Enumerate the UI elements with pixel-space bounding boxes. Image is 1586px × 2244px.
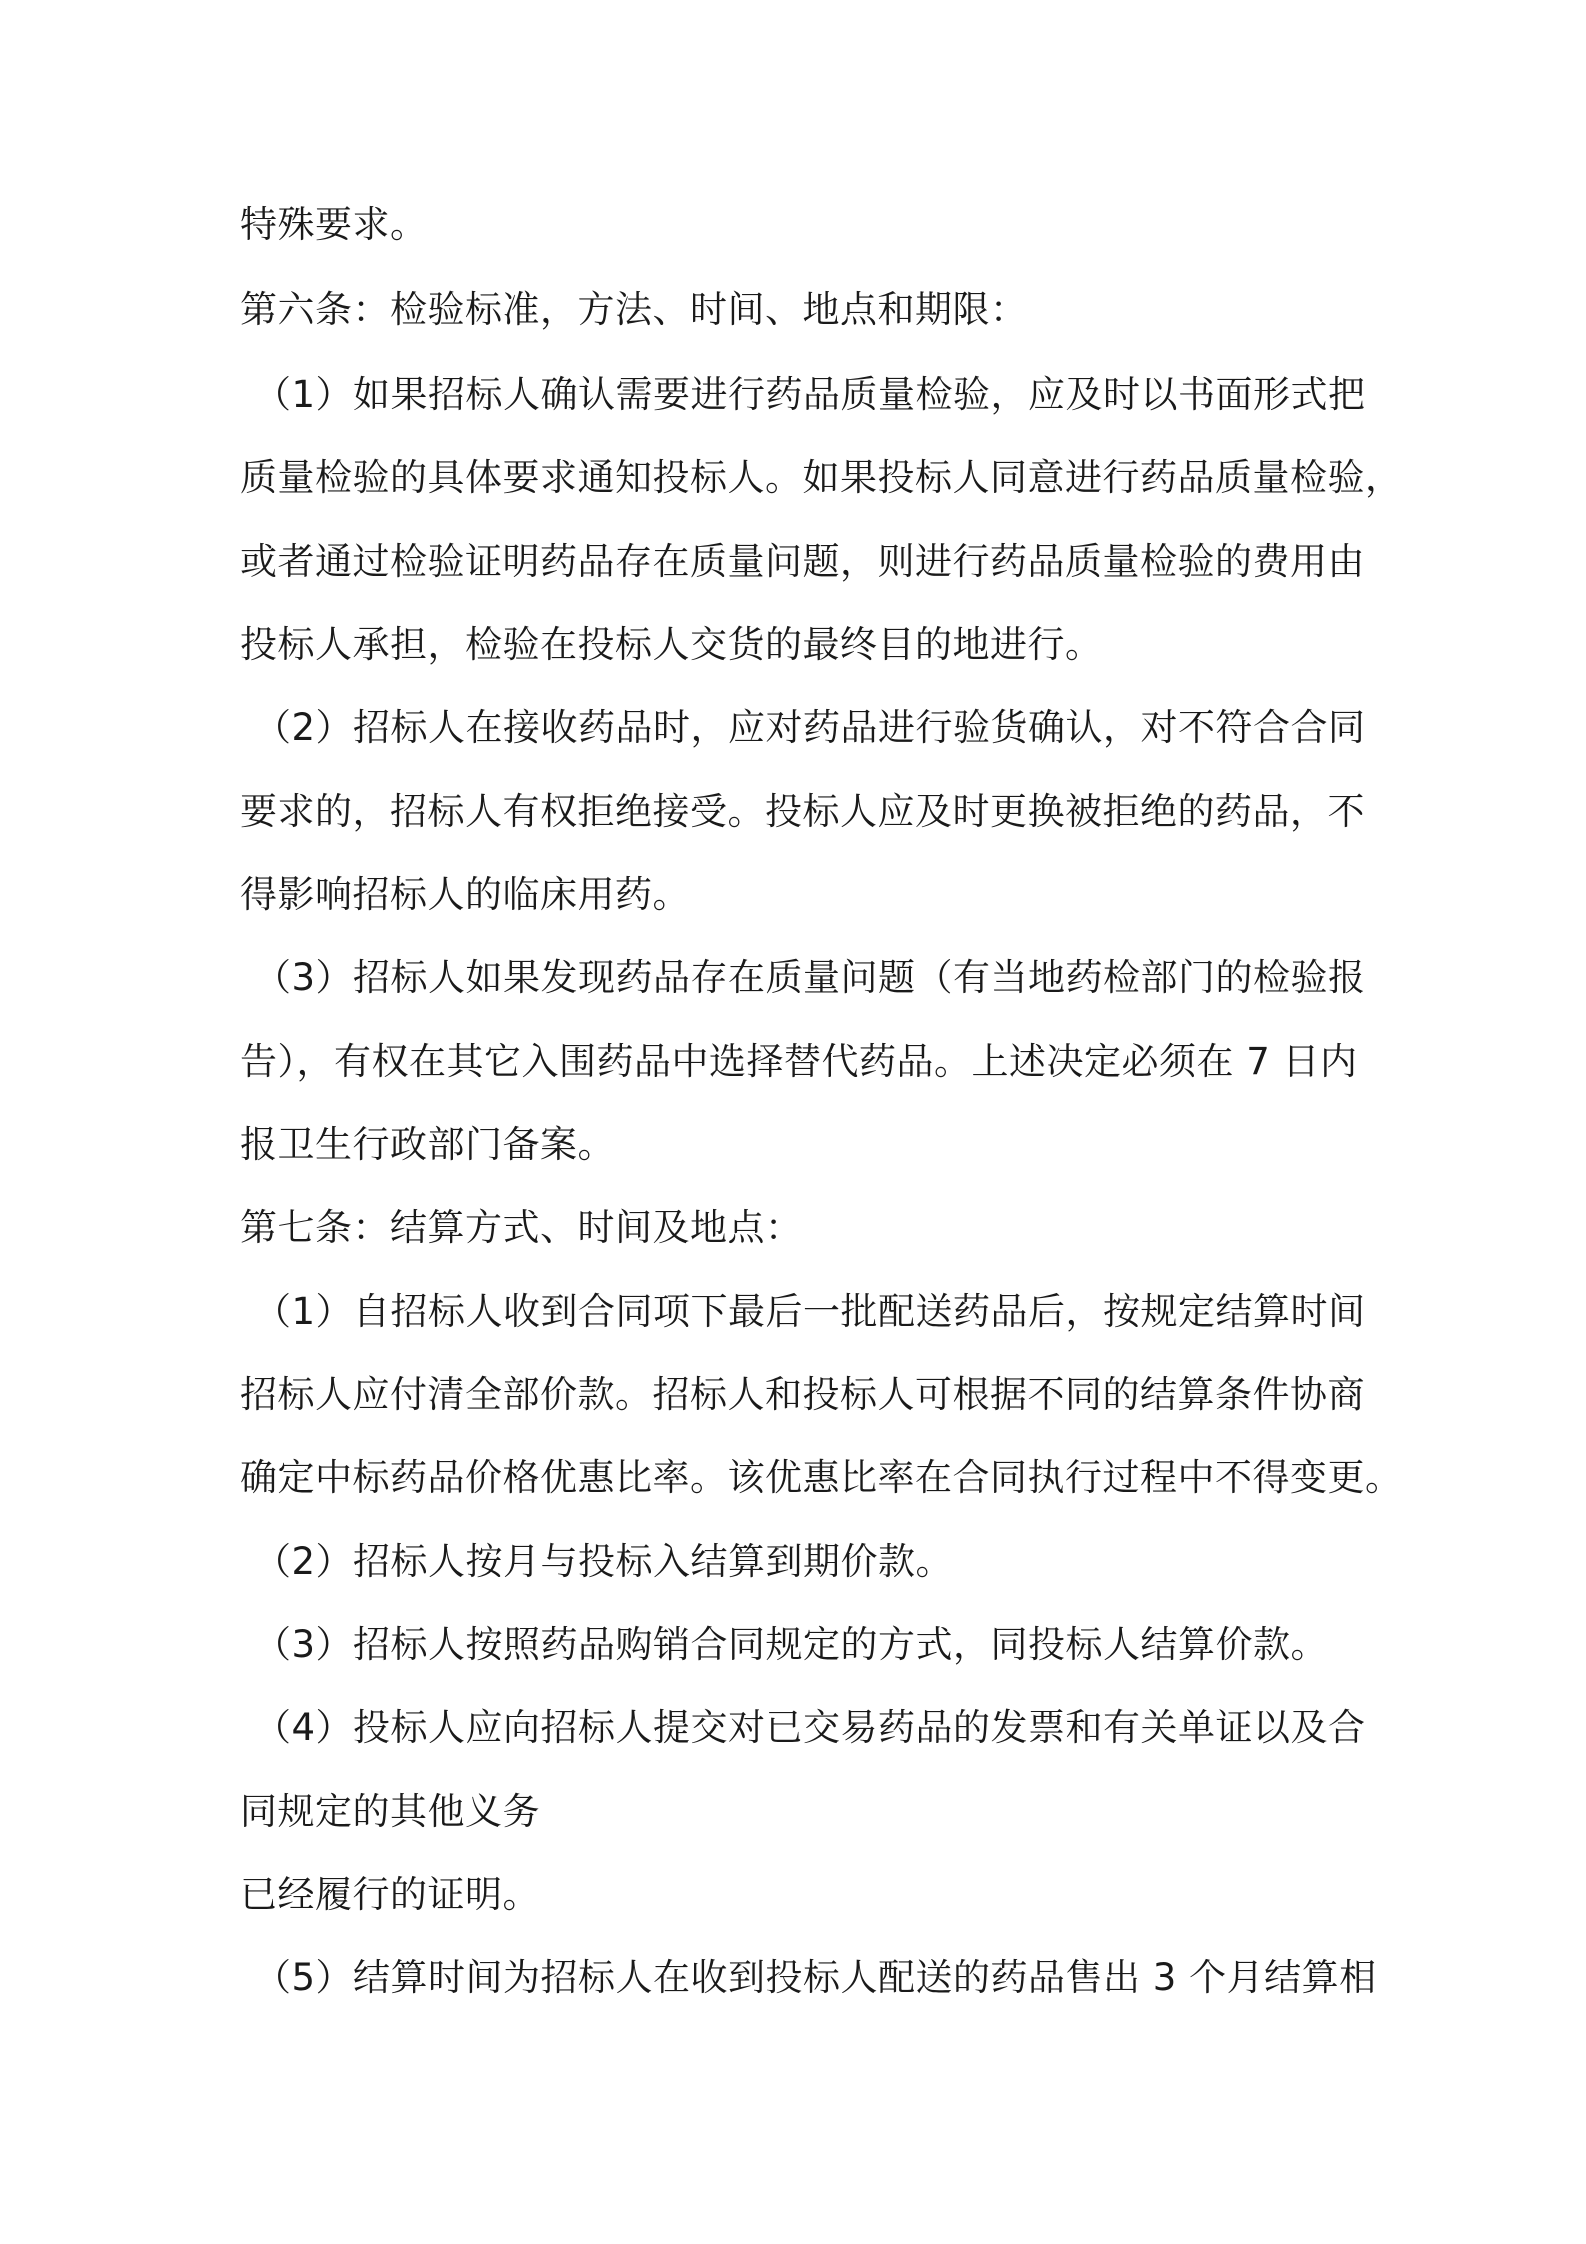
text-line-11: 告），有权在其它入围药品中选择替代药品。上述决定必须在 7 日内 bbox=[240, 1040, 1358, 1083]
text-line-20: 同规定的其他义务 bbox=[240, 1790, 540, 1833]
text-line-16: 确定中标药品价格优惠比率。该优惠比率在合同执行过程中不得变更。 bbox=[240, 1456, 1403, 1499]
text-line-22: （5）结算时间为招标人在收到投标人配送的药品售出 3 个月结算相 bbox=[254, 1956, 1377, 1999]
text-line-10: （3）招标人如果发现药品存在质量问题（有当地药检部门的检验报 bbox=[254, 956, 1366, 999]
article-7-heading: 第七条：结算方式、时间及地点： bbox=[240, 1206, 803, 1249]
text-line-19: （4）投标人应向招标人提交对已交易药品的发票和有关单证以及合 bbox=[254, 1706, 1366, 1749]
text-line-3: （1）如果招标人确认需要进行药品质量检验，应及时以书面形式把 bbox=[254, 373, 1366, 416]
text-line-17: （2）招标人按月与投标入结算到期价款。 bbox=[254, 1540, 954, 1583]
article-6-heading: 第六条：检验标准，方法、时间、地点和期限： bbox=[240, 288, 1028, 331]
text-line-7: （2）招标人在接收药品时，应对药品进行验货确认，对不符合合同 bbox=[254, 706, 1366, 749]
text-line-8: 要求的，招标人有权拒绝接受。投标人应及时更换被拒绝的药品，不 bbox=[240, 790, 1365, 833]
text-line-18: （3）招标人按照药品购销合同规定的方式，同投标人结算价款。 bbox=[254, 1623, 1329, 1666]
text-line-5: 或者通过检验证明药品存在质量问题，则进行药品质量检验的费用由 bbox=[240, 540, 1365, 583]
text-line-15: 招标人应付清全部价款。招标人和投标人可根据不同的结算条件协商 bbox=[240, 1373, 1365, 1416]
text-line-1: 特殊要求。 bbox=[240, 203, 428, 246]
text-line-21: 已经履行的证明。 bbox=[240, 1873, 540, 1916]
text-line-6: 投标人承担，检验在投标人交货的最终目的地进行。 bbox=[240, 623, 1103, 666]
text-line-9: 得影响招标人的临床用药。 bbox=[240, 873, 690, 916]
text-line-14: （1）自招标人收到合同项下最后一批配送药品后，按规定结算时间 bbox=[254, 1290, 1366, 1333]
text-line-4: 质量检验的具体要求通知投标人。如果投标人同意进行药品质量检验， bbox=[240, 456, 1403, 499]
text-line-12: 报卫生行政部门备案。 bbox=[240, 1123, 615, 1166]
